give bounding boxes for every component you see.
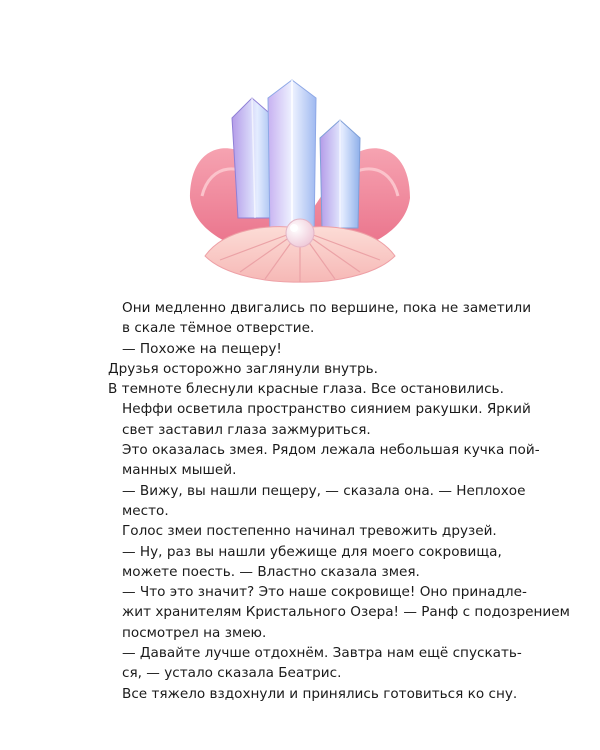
text-line: место. <box>122 502 169 519</box>
text-line: — Вижу, вы нашли пещеру, — сказала она. — Неплохое <box>122 482 526 499</box>
text-line: посмотрел на змею. <box>122 624 267 641</box>
text-line: в скале тёмное отверстие. <box>122 320 315 337</box>
text-line: Друзья осторожно заглянули внутрь. <box>108 360 378 377</box>
paragraph <box>108 542 502 583</box>
text-line: Это оказалась змея. Рядом лежала небольшая кучка пой- <box>122 442 540 459</box>
text-line: Голос змеи постепенно начинал тревожить друзей. <box>122 523 497 540</box>
crystal-shell-illustration <box>180 78 420 288</box>
paragraph <box>108 684 518 704</box>
text-line: — Похоже на пещеру! <box>122 340 282 357</box>
paragraph <box>108 298 532 339</box>
text-line: Они медленно двигались по вершине, пока не заметили <box>122 300 532 316</box>
text-line: жит хранителям Кристального Озера! — Ранф с подозрением <box>122 604 570 621</box>
paragraph <box>108 399 531 440</box>
paragraph <box>108 339 480 359</box>
paragraph <box>108 643 522 684</box>
text-line: свет заставил глаза зажмуриться. <box>122 421 371 438</box>
pearl <box>286 219 314 247</box>
paragraph <box>108 440 540 481</box>
paragraph <box>108 521 497 541</box>
text-line: — Что это значит? Это наше сокровище! Оно принадле- <box>122 584 527 601</box>
text-line: можете поесть. — Властно сказала змея. <box>122 563 420 580</box>
text-line: Неффи осветила пространство сиянием ракушки. Яркий <box>122 401 531 418</box>
text-line: манных мышей. <box>122 462 237 479</box>
text-line: Все тяжело вздохнули и принялись готовиться ко сну. <box>122 685 518 702</box>
paragraph <box>108 481 526 522</box>
text-line: ся, — устало сказала Беатрис. <box>122 665 342 682</box>
paragraph <box>108 582 570 643</box>
text-line: В темноте блеснули красные глаза. Все остановились. <box>108 381 504 398</box>
story-text <box>108 298 570 704</box>
text-line: — Ну, раз вы нашли убежище для моего сокровища, <box>122 543 502 560</box>
paragraph <box>108 359 480 379</box>
text-line: — Давайте лучше отдохнём. Завтра нам ещё спускать- <box>122 645 522 662</box>
paragraph <box>108 379 504 399</box>
